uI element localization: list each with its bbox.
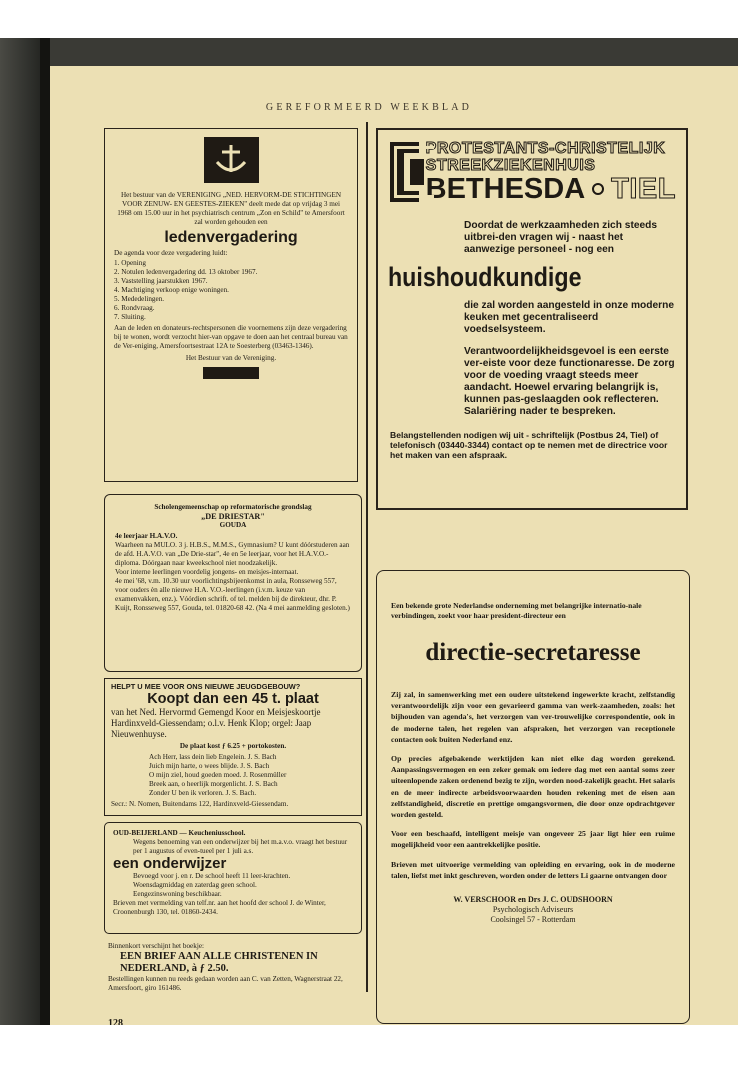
ad-intro: Het bestuur van de VERENIGING „NED. HERVORM-DE STICHTINGEN VOOR ZENUW- EN GEESTES-ZIEKEN" deelt mede dat op vrijdag 3 mei 1968 om 15.00 uur in het psychiatrisch centrum „Zon en Schild" te Amersfoort zal worden gehouden een — [117, 191, 345, 226]
secr-p3: Voor een beschaafd, intelligent meisje van ongeveer 25 jaar ligt hier een ruime mogelijkheid voor een aantrekkelijke positie. — [391, 829, 675, 850]
agenda-item: 6. Rondvraag. — [114, 304, 155, 312]
agenda-item: 5. Mededelingen. — [114, 295, 165, 303]
bethesda-p2: Verantwoordelijkheidsgevoel is een eerste ver-eiste voor deze functionaresse. De zorg voor de voeding vraagt steeds meer aandacht. Hoewel ervaring belangrijk is, kunnen pas-geslaagden ook reflecteren. Salariëring nader te bespreken. — [464, 346, 675, 417]
song-item: Ach Herr, lass dein lieb Engelein. J. S. Bach — [149, 753, 277, 761]
record-headline: Koopt dan een 45 t. plaat — [147, 691, 319, 707]
page-number: 128 — [108, 1018, 123, 1025]
scanned-page — [0, 38, 738, 1025]
secr-p4: Brieven met uitvoerige vermelding van opleiding en ervaring, ook in de moderne talen, liefst met inkt geschreven, worden onder de letters Li gaarne ontvangen door — [391, 859, 675, 880]
ad-record — [104, 678, 362, 816]
newspaper-page — [50, 66, 738, 1025]
song-item: Zonder U ben ik verloren. J. S. Bach. — [149, 789, 257, 797]
brief-order: Bestellingen kunnen nu reeds gedaan worden aan C. van Zetten, Wagnerstraat 22, Amersfoort, giro 161486. — [108, 975, 343, 992]
song-item: O mijn ziel, houd goeden moed. J. Rosenmüller — [149, 771, 287, 779]
ad-driestar — [104, 494, 362, 672]
decorative-bar — [203, 367, 259, 379]
hospital-line1: PROTESTANTS-CHRISTELIJK — [425, 140, 666, 157]
agenda-item: 3. Vaststelling jaarstukken 1967. — [114, 277, 208, 285]
school-head: OUD-BEIJERLAND — Keucheniusschool. — [113, 829, 246, 837]
ad-oud-beijerland — [104, 822, 362, 934]
hospital-name-row — [426, 174, 676, 204]
hospital-name: BETHESDA — [425, 173, 586, 205]
ad-ledenvergadering — [104, 128, 358, 482]
agenda-item: 4. Machtiging verkoop enige woningen. — [114, 286, 229, 294]
ad-bethesda — [376, 128, 688, 510]
record-price: De plaat kost ƒ 6.25 + portokosten. — [179, 742, 287, 750]
ad-body: Aan de leden en donateurs-rechtspersonen die voornemens zijn deze vergadering bij te wonen, wordt verzocht hier-van opgave te doen aan het centraal bureau van de Ver-eniging, Amersfoortsestraat 12A te Soesterberg (03463-1346). — [114, 324, 348, 350]
song-list — [149, 753, 355, 798]
secr-sig1: W. VERSCHOOR en Drs J. C. OUDSHOORN — [453, 895, 613, 905]
column-divider — [366, 122, 368, 992]
hospital-line2: STREEKZIEKENHUIS — [425, 157, 596, 174]
anchor-cross-logo-icon — [204, 137, 259, 183]
bethesda-header — [390, 140, 676, 204]
ad-brief — [108, 942, 362, 993]
record-secr: Secr.: N. Nomen, Buitendams 122, Hardinxveld-Giessendam. — [111, 800, 289, 808]
hospital-city: TIEL — [611, 173, 676, 205]
ad-signature: Het Bestuur van de Vereniging. — [185, 354, 277, 362]
secr-title: directie-secretaresse — [425, 639, 641, 666]
secr-intro: Een bekende grote Nederlandse onderneming met belangrijke internatio-nale verbindingen, zoekt voor haar president-directeur een — [391, 601, 642, 620]
vacancy-title: een onderwijzer — [113, 855, 227, 872]
agenda-list — [114, 259, 348, 322]
school-city: GOUDA — [219, 521, 247, 529]
record-line1: HELPT U MEE VOOR ONS NIEUWE JEUGDGEBOUW? — [111, 682, 301, 691]
vacancy-p5: Brieven met vermelding van telf.nr. aan het hoofd der school J. de Winter, Croonenburgh 130, tel. 01860-2434. — [113, 899, 326, 916]
bethesda-role: huishoudkundige — [388, 262, 582, 292]
agenda-item: 2. Notulen ledenvergadering dd. 13 oktober 1967. — [114, 268, 258, 276]
school-p1: Waarheen na MULO. 3 j. H.B.S., M.M.S., Gymnasium? U kunt dóórstuderen aan de afd. H.A.V.O. van „De Drie-star", 4e en 5e leerjaar, voor het H.A.V.O.-diploma. Dóórgaan naar kweekschool niet noodzakelijk. — [115, 541, 350, 567]
agenda-item: 1. Opening — [114, 259, 146, 267]
bethesda-footer: Belangstellenden nodigen wij uit - schriftelijk (Postbus 24, Tiel) of telefonisch (03440-3344) contact op te nemen met de directrice voor het maken van een afspraak. — [390, 430, 668, 460]
school-p2: Voor interne leerlingen voordelig jongens- en meisjes-internaat. — [115, 568, 299, 576]
bethesda-logo-icon — [390, 142, 419, 202]
bethesda-intro: Doordat de werkzaamheden zich steeds uitbrei-den vragen wij - naast het aanwezige personeel - nog een — [464, 220, 658, 255]
brief-title: EEN BRIEF AAN ALLE CHRISTENEN IN NEDERLAND, à ƒ 2.50. — [120, 951, 318, 974]
school-org: Scholengemeenschap op reformatorische grondslag — [154, 503, 312, 511]
school-subtitle: 4e leerjaar H.A.V.O. — [115, 532, 178, 540]
song-item: Juich mijn harte, o wees blijde. J. S. Bach — [149, 762, 270, 770]
school-p3: 4e mei '68, v.m. 10.30 uur voorlichtingsbijeenkomst in aula, Ronsseweg 557, voor ouders èn alle nieuwe H.A. V.O.-leerlingen (i.v.m. keuze van examenvakken, enz.). Vóórdien schrift. of tel. melden bij de direkteur, dhr. P. Kuijt, Ronsseweg 557, Gouda, tel. 01820-68 42. (Na 4 mei aanmelding gesloten.) — [115, 577, 350, 612]
secr-sig2: Psychologisch Adviseurs — [492, 905, 574, 915]
bethesda-p1: die zal worden aangesteld in onze moderne keuken met gecentraliseerd voedselsysteem. — [464, 300, 675, 335]
book-binding — [0, 38, 50, 1025]
secr-p2: Op precies afgebakende werktijden kan niet elke dag worden gerekend. Aanpassingsvermogen en een zeker gemak om iedere dag met een aantal soms zeer uiteenlopende zaken ordenend bezig te zijn, worden nood-zakelijk geacht. Het salaris en de meer indirecte arbeidsvoorwaarden houden rekening met de eisen aan zelfstandigheid, discretie en prettige omgangsvormen, die door onze opdrachtgever worden gesteld. — [391, 754, 675, 820]
vacancy-p4: Eengezinswoning beschikbaar. — [133, 890, 222, 898]
ad-heading: ledenvergadering — [164, 229, 298, 246]
circle-separator-icon — [592, 183, 604, 195]
ad-directie-secretaresse — [376, 570, 690, 1024]
school-vacancy: Wegens benoeming van een onderwijzer bij het m.a.v.o. vraagt het bestuur per 1 augustus of even-tueel per 1 juli a.s. — [133, 838, 348, 855]
vacancy-p3: Woensdagmiddag en zaterdag geen school. — [133, 881, 257, 889]
agenda-intro: De agenda voor deze vergadering luidt: — [114, 249, 228, 257]
brief-line1: Binnenkort verschijnt het boekje: — [108, 942, 205, 950]
vacancy-p2: Bevoegd voor j. en r. De school heeft 11 leer-krachten. — [133, 872, 291, 880]
song-item: Breek aan, o heerlijk morgenlicht. J. S. Bach — [149, 780, 278, 788]
running-head: GEREFORMEERD WEEKBLAD — [265, 102, 473, 113]
school-name: „DE DRIESTAR" — [201, 512, 265, 521]
secr-p1: Zij zal, in samenwerking met een oudere uitstekend ingewerkte kracht, zelfstandig verantwoordelijk zijn voor een gevarieerd gamma van werk-zaamheden, zoals: het bijhouden van agenda's, het verzorgen van ver-trouwelijke correspondentie, ook in de moderne talen, het regelen van afspraken, het verzorgen van receptionele contacten ook buiten Nederland enz. — [391, 690, 675, 744]
secr-sig3: Coolsingel 57 - Rotterdam — [490, 915, 576, 925]
record-desc: van het Ned. Hervormd Gemengd Koor en Meisjeskoortje Hardinxveld-Giessendam; o.l.v. Henk Klop; orgel: Jaap Nieuwenhuyse. — [111, 707, 321, 739]
agenda-item: 7. Sluiting. — [114, 313, 146, 321]
